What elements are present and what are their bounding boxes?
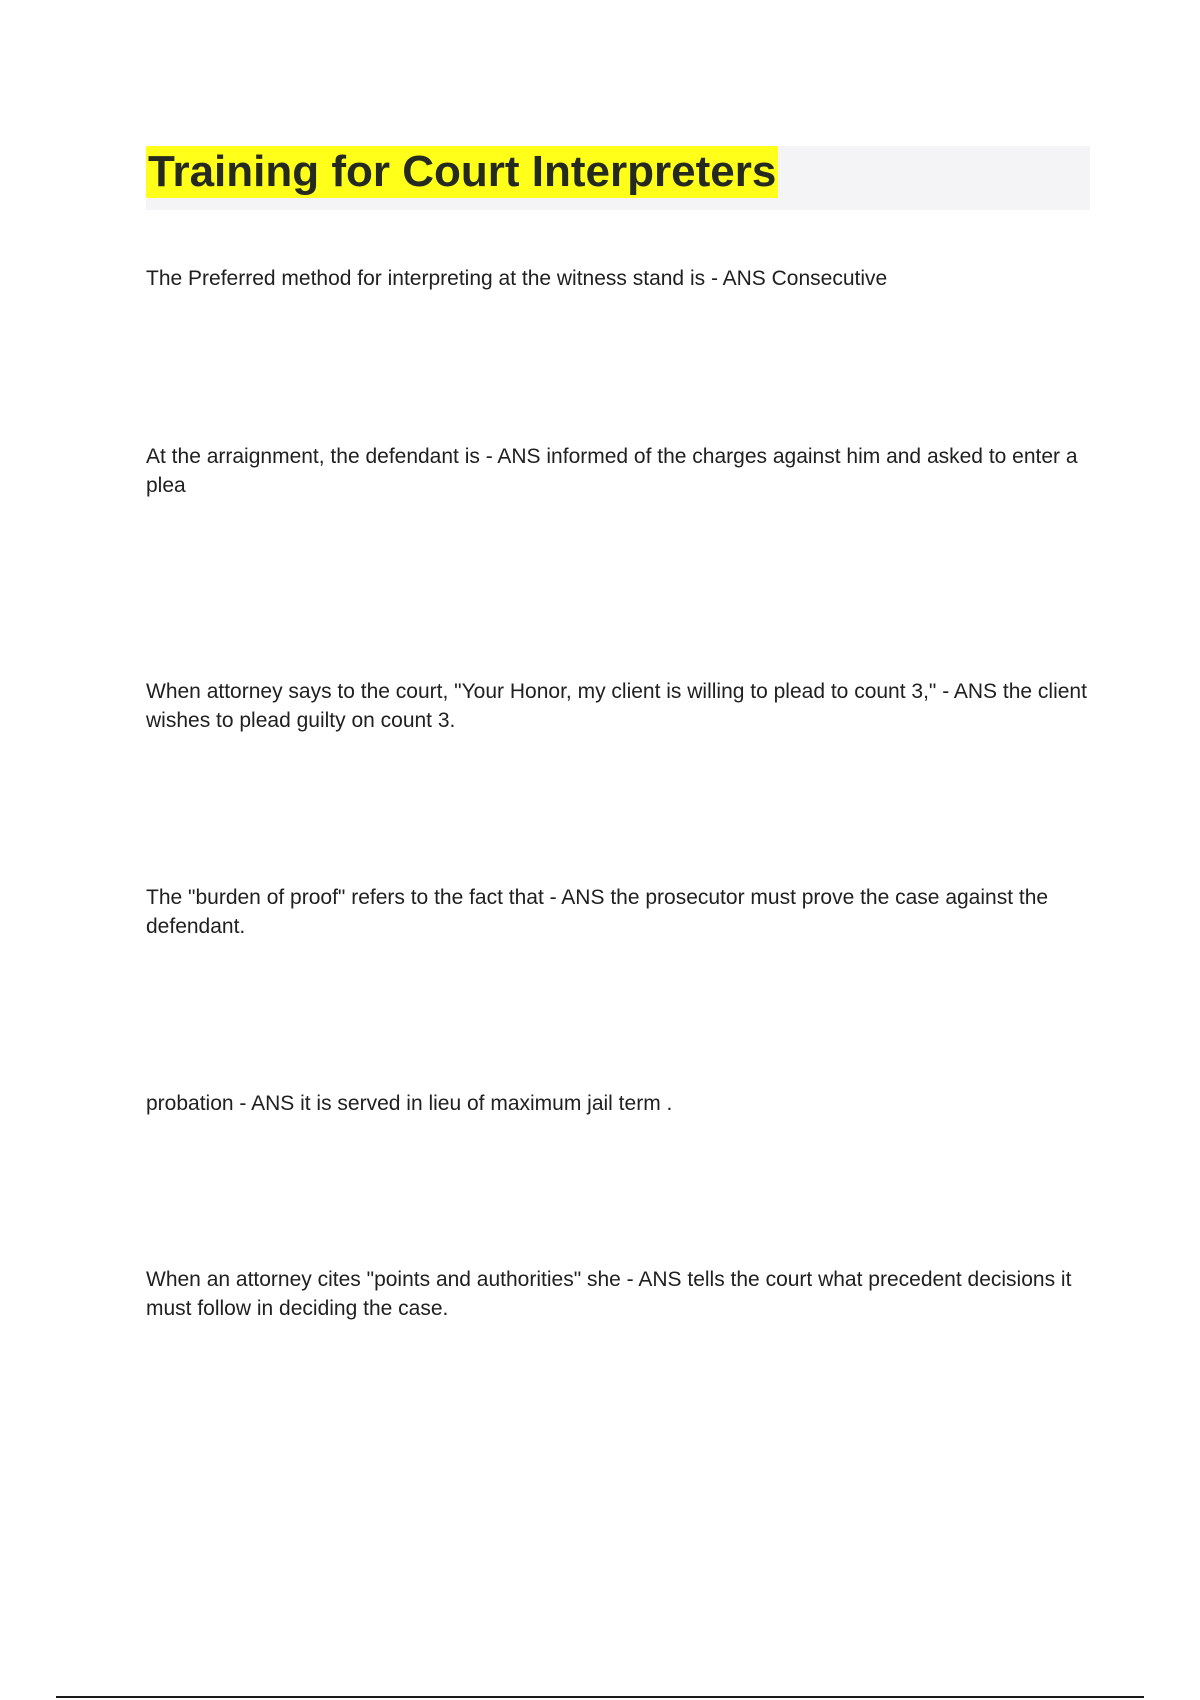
qa-item-6: When an attorney cites "points and authorities" she - ANS tells the court what precedent decisions it must follow in deciding the case. <box>146 1268 1072 1320</box>
qa-item-2: At the arraignment, the defendant is - ANS informed of the charges against him and asked to enter a plea <box>146 445 1078 497</box>
qa-item-1: The Preferred method for interpreting at the witness stand is - ANS Consecutive <box>146 267 888 290</box>
qa-item-5: probation - ANS it is served in lieu of maximum jail term . <box>146 1092 673 1115</box>
qa-item-4: The "burden of proof" refers to the fact that - ANS the prosecutor must prove the case against the defendant. <box>146 886 1049 938</box>
qa-item-3: When attorney says to the court, "Your Honor, my client is willing to plead to count 3," - ANS the client wishes to plead guilty on count 3. <box>146 680 1087 732</box>
page-bottom-divider <box>56 1696 1144 1698</box>
page-title: Training for Court Interpreters <box>148 147 777 196</box>
